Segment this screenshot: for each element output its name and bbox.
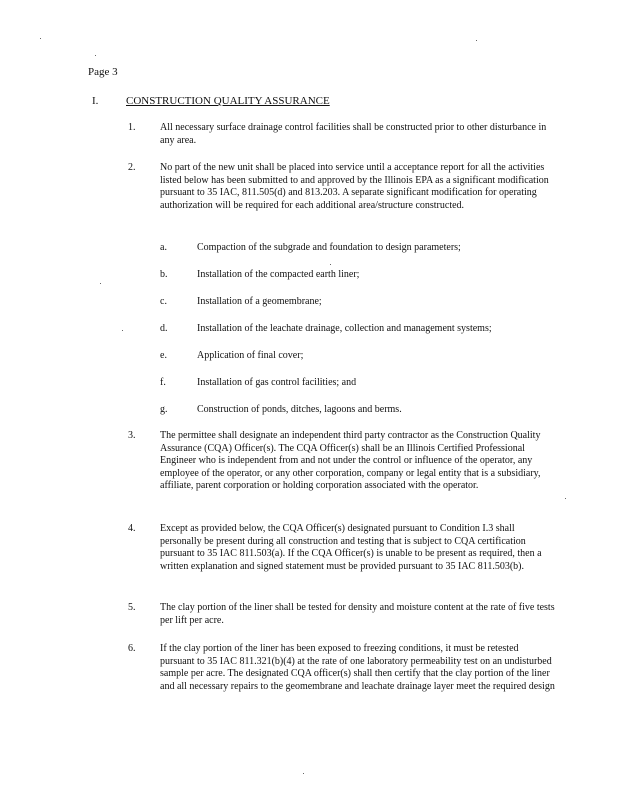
subitem-letter: d. — [160, 323, 168, 334]
scan-speck — [303, 773, 304, 774]
subitem-letter: b. — [160, 269, 168, 280]
subitem-letter: a. — [160, 242, 167, 253]
subitem-letter: e. — [160, 350, 167, 361]
item-text: The clay portion of the liner shall be tested for density and moisture content at the rate of five tests per lift per acre. — [160, 602, 555, 626]
subitem-letter: f. — [160, 377, 166, 388]
subitem-letter: c. — [160, 296, 167, 307]
page-number: Page 3 — [88, 66, 118, 78]
item-number: 6. — [128, 643, 136, 654]
scan-speck — [95, 55, 96, 56]
section-number: I. — [92, 95, 99, 107]
subitem-text: Installation of the compacted earth liner; — [197, 269, 360, 280]
subitem-text: Installation of a geomembrane; — [197, 296, 322, 307]
subitem-letter: g. — [160, 404, 168, 415]
section-title: CONSTRUCTION QUALITY ASSURANCE — [126, 95, 330, 107]
scan-speck — [476, 40, 477, 41]
subitem-text: Installation of gas control facilities; and — [197, 377, 357, 388]
subitem-text: Installation of the leachate drainage, collection and management systems; — [197, 323, 492, 334]
subitem-text: Compaction of the subgrade and foundation to design parameters; — [197, 242, 461, 253]
subitem-text: Construction of ponds, ditches, lagoons and berms. — [197, 404, 402, 415]
item-number: 5. — [128, 602, 136, 613]
scan-speck — [330, 264, 331, 265]
item-text: No part of the new unit shall be placed into service until a acceptance report for all the activities listed below has been submitted to and approved by the Illinois EPA as a significant modification pursuant to 35 IAC, 811.505(d) and 813.203. A separate significant modification for operating authorization will be required for each additional area/structure constructed. — [160, 162, 549, 211]
scan-speck — [40, 38, 41, 39]
item-text: All necessary surface drainage control facilities shall be constructed prior to other disturbance in any area. — [160, 122, 547, 146]
item-text: If the clay portion of the liner has been exposed to freezing conditions, it must be retested pursuant to 35 IAC 811.321(b)(4) at the rate of one laboratory permeability test on an undisturbed sample per acre. The designated CQA officer(s) shall then certify that the clay portion of the liner and all necessary repairs to the geomembrane and leachate drainage layer meet the required design — [160, 643, 555, 692]
item-text: Except as provided below, the CQA Officer(s) designated pursuant to Condition I.3 shall personally be present during all construction and testing that is subject to CQA certification pursuant to 35 IAC 811.503(a). If the CQA Officer(s) is unable to be present as required, then a written explanation and signed statement must be provided pursuant to 35 IAC 811.503(b). — [160, 523, 542, 572]
scan-speck — [122, 330, 123, 331]
item-text: The permittee shall designate an independent third party contractor as the Construction Quality Assurance (CQA) Officer(s). The CQA Officer(s) shall be an Illinois Certified Professional Engineer who is independent from and not under the control or influence of the operator, any employee of the operator, or any other corporation, company or legal entity that is a subsidiary, affiliate, parent corporation or holding corporation associated with the operator. — [160, 430, 541, 491]
scan-speck — [100, 283, 101, 284]
item-number: 2. — [128, 162, 136, 173]
item-number: 4. — [128, 523, 136, 534]
item-number: 1. — [128, 122, 136, 133]
scan-speck — [565, 498, 566, 499]
subitem-text: Application of final cover; — [197, 350, 304, 361]
item-number: 3. — [128, 430, 136, 441]
